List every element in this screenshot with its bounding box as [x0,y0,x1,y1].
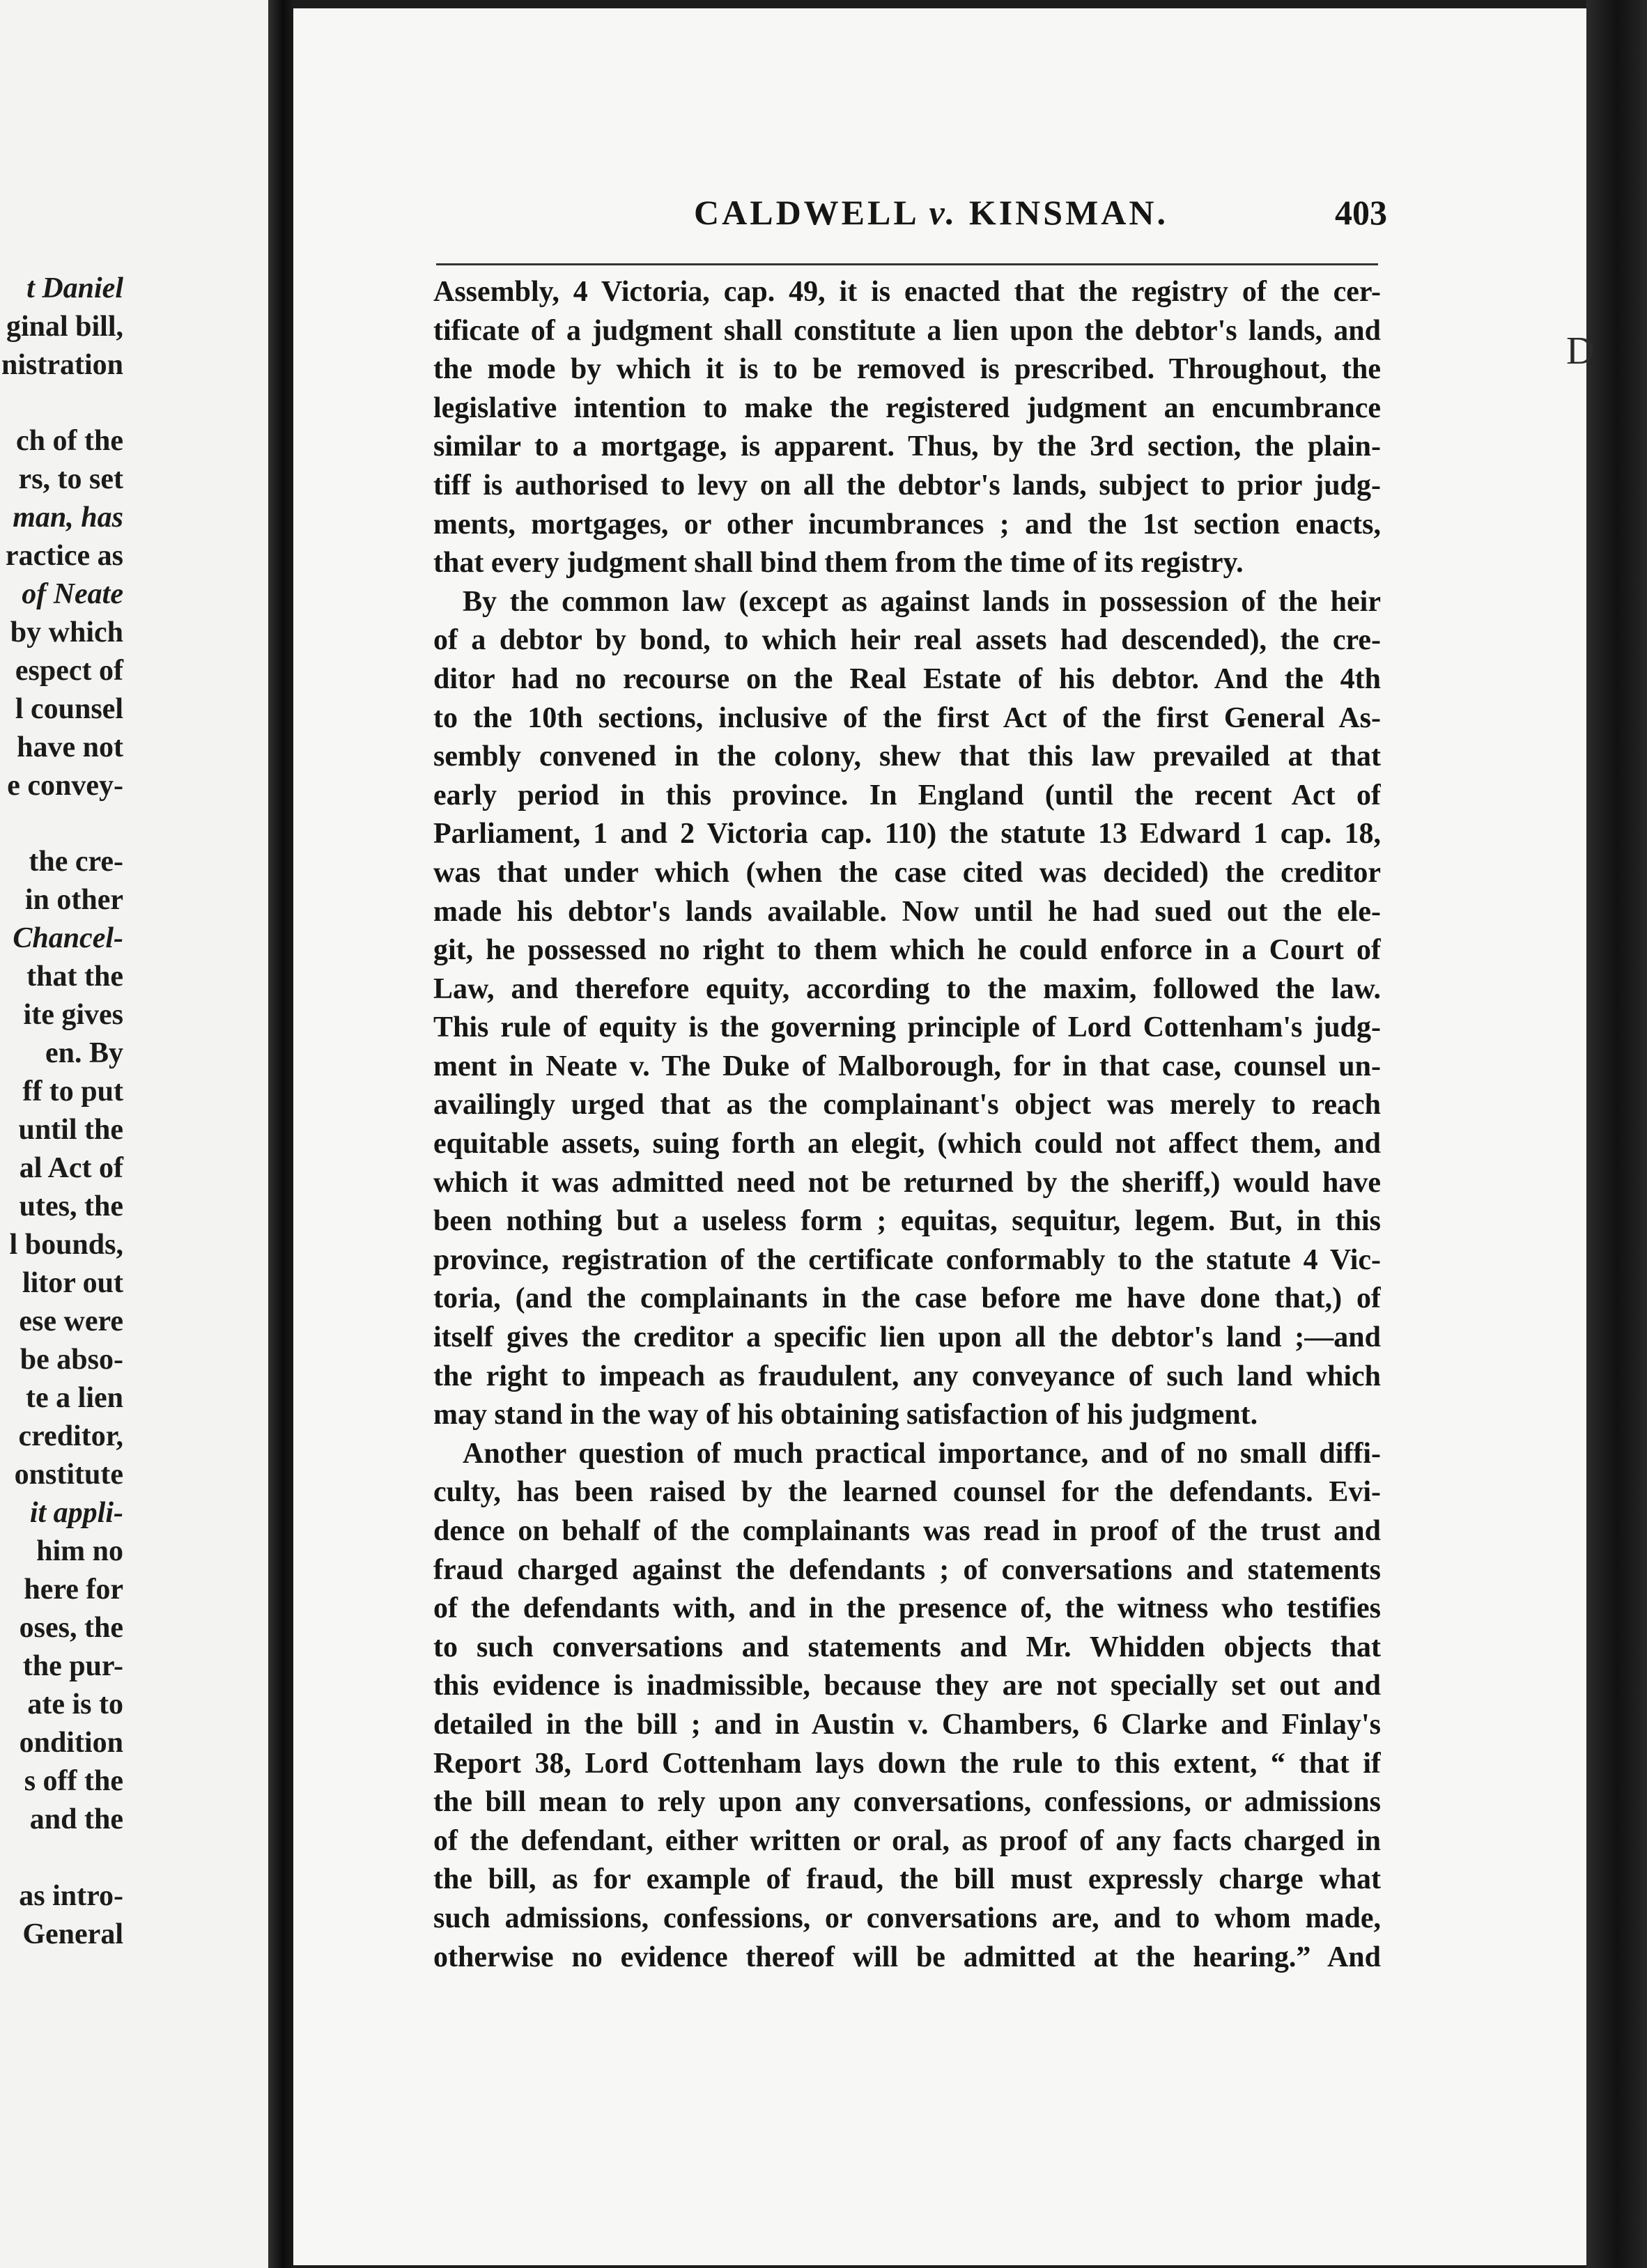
text-line: that every judgment shall bind them from the time of its registry. [433,547,1244,580]
text-line: otherwise no evidence thereof will be admitted at the hearing.” And [433,1941,1381,1973]
facing-page-line: and the [29,1803,123,1835]
text-line: which it was admitted need not be returned by the sheriff,) would have [433,1166,1381,1199]
text-line: sembly convened in the colony, shew that this law prevailed at that [433,740,1381,773]
text-line: the mode by which it is to be removed is prescribed. Throughout, the [433,353,1381,386]
facing-page-line: in other [24,884,123,916]
facing-page-line: ractice as [5,540,123,572]
text-line: Parliament, 1 and 2 Victoria cap. 110) the statute 13 Edward 1 cap. 18, [433,818,1381,850]
text-line: ments, mortgages, or other incumbrances ; and the 1st section enacts, [433,508,1381,541]
text-line: province, registration of the certificate conformably to the statute 4 Vic- [433,1243,1381,1276]
facing-page-line: l bounds, [9,1229,123,1261]
facing-page-line: ese were [19,1305,123,1337]
text-line: detailed in the bill ; and in Austin v. Chambers, 6 Clarke and Finlay's [433,1708,1381,1741]
text-line: availingly urged that as the complainant's object was merely to reach [433,1089,1381,1121]
text-line: ment in Neate v. The Duke of Malborough, for in that case, counsel un- [433,1050,1381,1082]
text-line: equitable assets, suing forth an elegit, (which could not affect them, and [433,1128,1381,1160]
text-line: culty, has been raised by the learned counsel for the defendants. Evi- [433,1476,1381,1509]
facing-page-line: ondition [19,1727,123,1759]
text-line: Report 38, Lord Cottenham lays down the rule to this extent, “ that if [433,1747,1381,1780]
facing-page-line: creditor, [18,1420,123,1452]
text-line: ditor had no recourse on the Real Estate of his debtor. And the 4th [433,662,1381,695]
facing-page-line: nistration [1,349,123,381]
facing-page-line: be abso- [20,1344,123,1376]
text-line: Assembly, 4 Victoria, cap. 49, it is enacted that the registry of the cer- [433,276,1381,308]
facing-page-line: ch of the [16,425,123,457]
text-line: made his debtor's lands available. Now until he had sued out the ele- [433,895,1381,928]
text-line: may stand in the way of his obtaining satisfaction of his judgment. [433,1399,1258,1431]
text-line: to the 10th sections, inclusive of the first Act of the first General As- [433,701,1381,734]
text-line: By the common law (except as against lands in possession of the heir [463,585,1381,618]
text-line: dence on behalf of the complainants was read in proof of the trust and [433,1515,1381,1547]
page-edge-shadow [1586,0,1647,2268]
facing-page-line: him no [36,1535,123,1567]
text-line: Law, and therefore equity, according to the maxim, followed the law. [433,972,1381,1005]
text-line: similar to a mortgage, is apparent. Thus, by the 3rd section, the plain- [433,430,1381,463]
facing-page-line: man, has [13,502,123,534]
facing-page-line: ite gives [23,999,123,1031]
text-line: to such conversations and statements and Mr. Whidden objects that [433,1631,1381,1663]
facing-page-line: the cre- [29,846,123,878]
facing-page-line: General [22,1918,123,1950]
facing-page-line: here for [24,1574,123,1606]
facing-page-line: ginal bill, [6,311,123,343]
text-line: the bill mean to rely upon any conversations, confessions, or admissions [433,1786,1381,1819]
book-gutter [268,0,293,2268]
facing-page-line: rs, to set [18,463,123,495]
text-line: early period in this province. In England (until the recent Act of [433,779,1381,811]
facing-page-line: as intro- [19,1880,123,1912]
facing-page-line: l counsel [15,693,123,725]
text-line: Another question of much practical importance, and of no small diffi- [463,1437,1381,1470]
running-title-part1: CALDWELL [694,193,918,232]
facing-page-line: by which [10,616,123,648]
facing-page-line: of Neate [22,578,123,610]
facing-page-line: the pur- [22,1650,123,1682]
text-line: this evidence is inadmissible, because they are not specially set out and [433,1670,1381,1702]
text-line: of a debtor by bond, to which heir real assets had descended), the cre- [433,624,1381,657]
text-line: This rule of equity is the governing principle of Lord Cottenham's judg- [433,1011,1381,1044]
facing-page-line: al Act of [19,1152,123,1184]
facing-page-fragment [0,0,268,2268]
text-line: git, he possessed no right to them which he could enforce in a Court of [433,934,1381,967]
facing-page-line: e convey- [7,770,123,802]
text-line: legislative intention to make the registered judgment an encumbrance [433,391,1381,424]
facing-page-line: onstitute [14,1459,123,1491]
header-rule [436,263,1378,265]
facing-page-line: s off the [24,1765,123,1797]
running-title-part2: KINSMAN. [968,193,1168,232]
facing-page-line: oses, the [19,1612,123,1644]
text-line: the right to impeach as fraudulent, any conveyance of such land which [433,1360,1381,1392]
page-body-text [433,273,1381,1977]
facing-page-line: utes, the [19,1190,123,1222]
facing-page-line: t Daniel [26,272,123,304]
facing-page-line: litor out [22,1267,123,1299]
text-line: tiff is authorised to levy on all the debtor's lands, subject to prior judg- [433,469,1381,502]
text-line: such admissions, confessions, or conversations are, and to whom made, [433,1902,1381,1934]
facing-page-line: ff to put [22,1075,123,1108]
text-line: itself gives the creditor a specific lien upon all the debtor's land ;—and [433,1321,1381,1354]
facing-page-line: it appli- [29,1497,123,1529]
text-line: of the defendants with, and in the presence of, the witness who testifies [433,1592,1381,1625]
facing-page-line: espect of [15,655,123,687]
facing-page-line: Chancel- [13,922,123,954]
facing-page-line: that the [26,961,123,993]
page-number: 403 [1335,193,1387,232]
facing-page-line: te a lien [26,1382,123,1414]
text-line: was that under which (when the case cited was decided) the creditor [433,856,1381,889]
text-line: the bill, as for example of fraud, the bill must expressly charge what [433,1863,1381,1896]
facing-page-line: have not [17,731,123,763]
text-line: of the defendant, either written or oral, as proof of any facts charged in [433,1824,1381,1857]
running-title-versus: v. [929,193,958,232]
text-line: tificate of a judgment shall constitute a lien upon the debtor's lands, and [433,314,1381,347]
facing-page-line: ate is to [27,1688,123,1721]
text-line: been nothing but a useless form ; equitas, sequitur, legem. But, in this [433,1205,1381,1238]
facing-page-line: en. By [45,1037,123,1069]
facing-page-line: until the [18,1114,123,1146]
text-line: fraud charged against the defendants ; of conversations and statements [433,1553,1381,1586]
running-head [694,192,1168,233]
margin-mark: D [1566,329,1595,373]
text-line: toria, (and the complainants in the case before me have done that,) of [433,1282,1381,1315]
